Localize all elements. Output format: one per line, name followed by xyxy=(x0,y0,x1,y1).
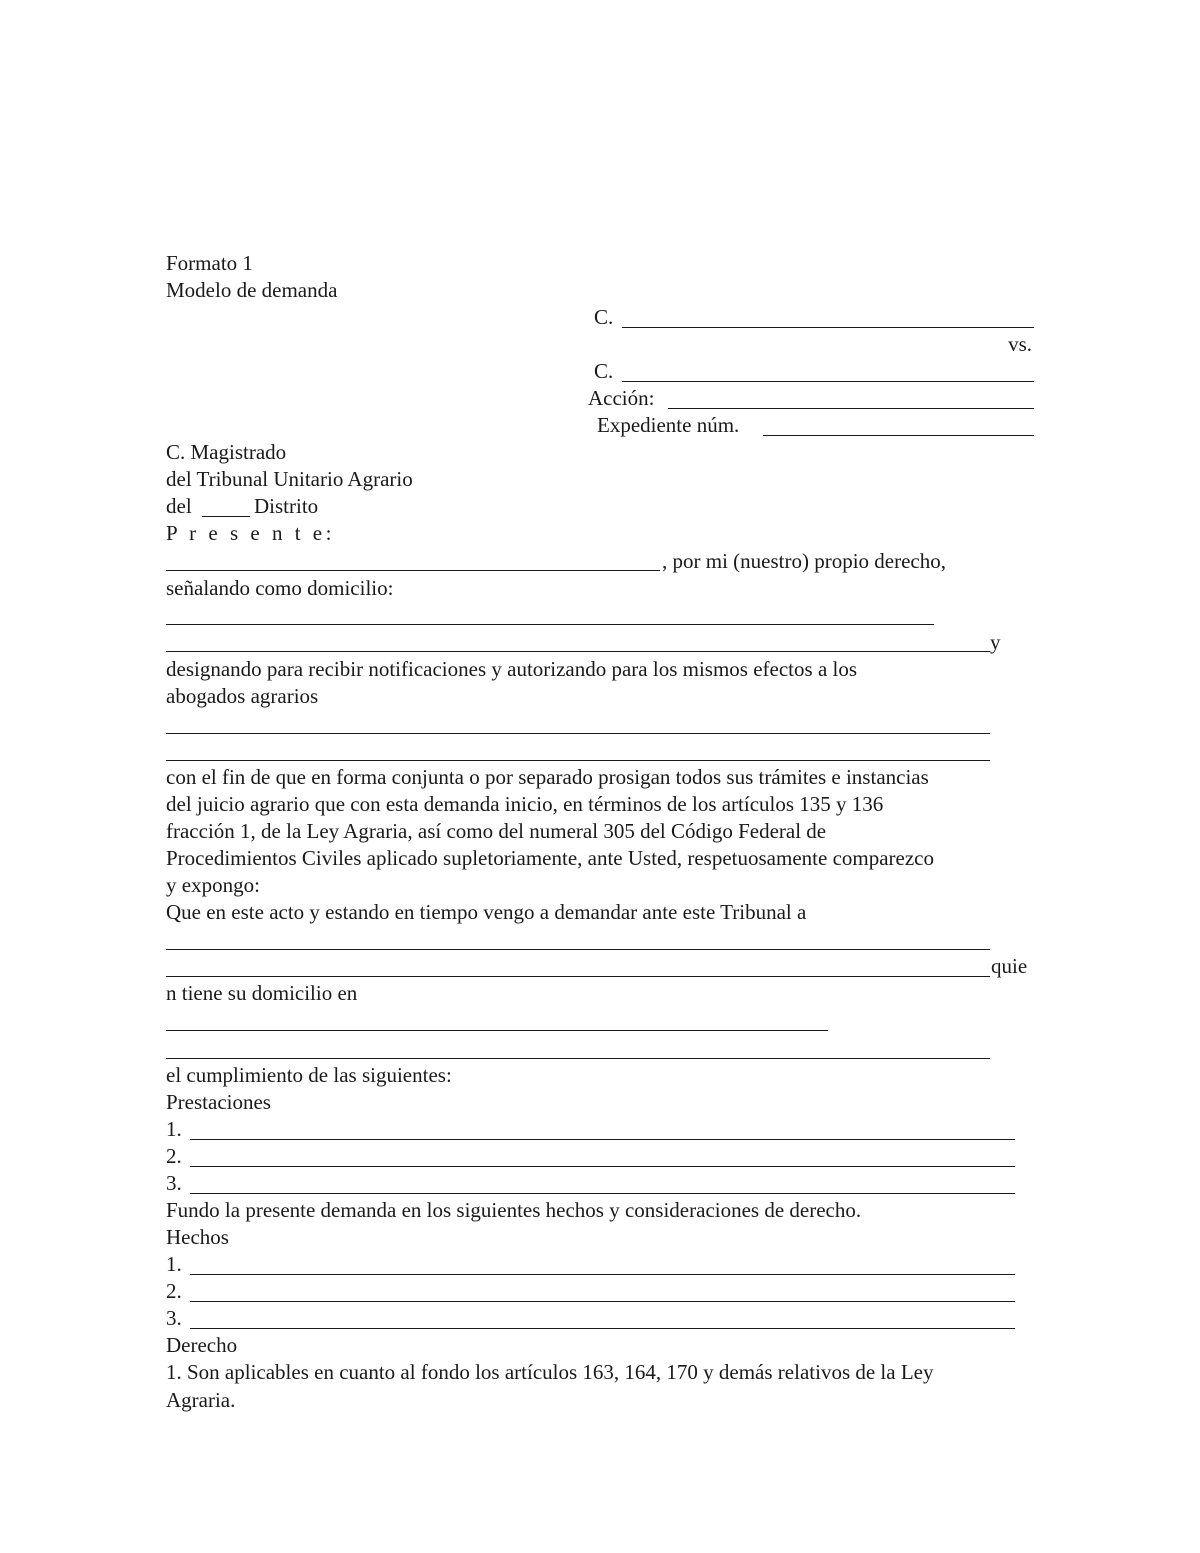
derecho-heading: Derecho xyxy=(166,1333,238,1357)
paragraph-line-3: fracción 1, de la Ley Agraria, así como del numeral 305 del Código Federal de xyxy=(166,819,827,843)
hecho-item-2-number: 2. xyxy=(166,1279,182,1303)
abogados-blank-1 xyxy=(166,733,990,734)
prestacion-item-3-number: 3. xyxy=(166,1171,182,1195)
derecho-item-1-line-2: Agraria. xyxy=(166,1388,236,1412)
demandado-domicilio-blank-2 xyxy=(166,1058,990,1059)
hecho-item-1-number: 1. xyxy=(166,1252,182,1276)
cumplimiento-text: el cumplimiento de las siguientes: xyxy=(166,1063,452,1087)
domicilio-blank-2 xyxy=(166,651,990,652)
addressee-line-1: C. Magistrado xyxy=(166,440,287,464)
prestacion-item-1-number: 1. xyxy=(166,1117,182,1141)
prestacion-item-3-blank xyxy=(190,1193,1015,1194)
hecho-item-1-blank xyxy=(190,1274,1015,1275)
promovente-name-blank xyxy=(166,570,660,571)
designando-text: designando para recibir notificaciones y autorizando para los mismos efectos a los xyxy=(166,657,858,681)
addressee-line-3-suffix: Distrito xyxy=(254,494,319,518)
addressee-line-2: del Tribunal Unitario Agrario xyxy=(166,467,413,491)
demandado-blank-2 xyxy=(166,976,990,977)
fundo-text: Fundo la presente demanda en los siguientes hechos y consideraciones de derecho. xyxy=(166,1198,862,1222)
domicilio-blank-1 xyxy=(166,624,934,625)
quie-text: quie xyxy=(991,954,1028,978)
plaintiff-name-blank xyxy=(622,327,1034,328)
defendant-name-blank xyxy=(622,381,1034,382)
prestacion-item-2-blank xyxy=(190,1166,1015,1167)
own-right-text: , por mi (nuestro) propio derecho, xyxy=(662,549,947,573)
header-accion-label: Acción: xyxy=(588,386,655,410)
document-subtitle: Modelo de demanda xyxy=(166,278,338,302)
expediente-blank xyxy=(763,435,1034,436)
paragraph-line-1: con el fin de que en forma conjunta o por separado prosigan todos sus trámites e instancias xyxy=(166,765,929,789)
paragraph-line-5: y expongo: xyxy=(166,873,260,897)
accion-blank xyxy=(668,408,1034,409)
prestacion-item-1-blank xyxy=(190,1139,1015,1140)
district-number-blank xyxy=(202,516,250,517)
presente-label: P r e s e n t e: xyxy=(166,521,335,545)
prestacion-item-2-number: 2. xyxy=(166,1144,182,1168)
document-title: Formato 1 xyxy=(166,251,253,275)
hecho-item-2-blank xyxy=(190,1301,1015,1302)
demandado-domicilio-blank-1 xyxy=(166,1030,828,1031)
header-expediente-label: Expediente núm. xyxy=(597,413,740,437)
addressee-line-3-prefix: del xyxy=(166,494,192,518)
paragraph-line-2: del juicio agrario que con esta demanda inicio, en términos de los artículos 135 y 136 xyxy=(166,792,884,816)
conjunction-y: y xyxy=(990,630,1001,654)
header-c-label-2: C. xyxy=(594,359,614,383)
demandado-blank-1 xyxy=(166,949,990,950)
hecho-item-3-number: 3. xyxy=(166,1306,182,1330)
domicilio-label: señalando como domicilio: xyxy=(166,576,394,600)
hechos-heading: Hechos xyxy=(166,1225,229,1249)
abogados-text: abogados agrarios xyxy=(166,684,319,708)
domicilio-en-text: n tiene su domicilio en xyxy=(166,981,358,1005)
header-vs-label: vs. xyxy=(1008,332,1032,356)
abogados-blank-2 xyxy=(166,760,990,761)
hecho-item-3-blank xyxy=(190,1328,1015,1329)
demandar-text: Que en este acto y estando en tiempo vengo a demandar ante este Tribunal a xyxy=(166,900,807,924)
prestaciones-heading: Prestaciones xyxy=(166,1090,271,1114)
header-c-label-1: C. xyxy=(594,305,614,329)
derecho-item-1-line-1: 1. Son aplicables en cuanto al fondo los artículos 163, 164, 170 y demás relativos de la Ley xyxy=(166,1360,934,1384)
paragraph-line-4: Procedimientos Civiles aplicado supletoriamente, ante Usted, respetuosamente comparezco xyxy=(166,846,934,870)
